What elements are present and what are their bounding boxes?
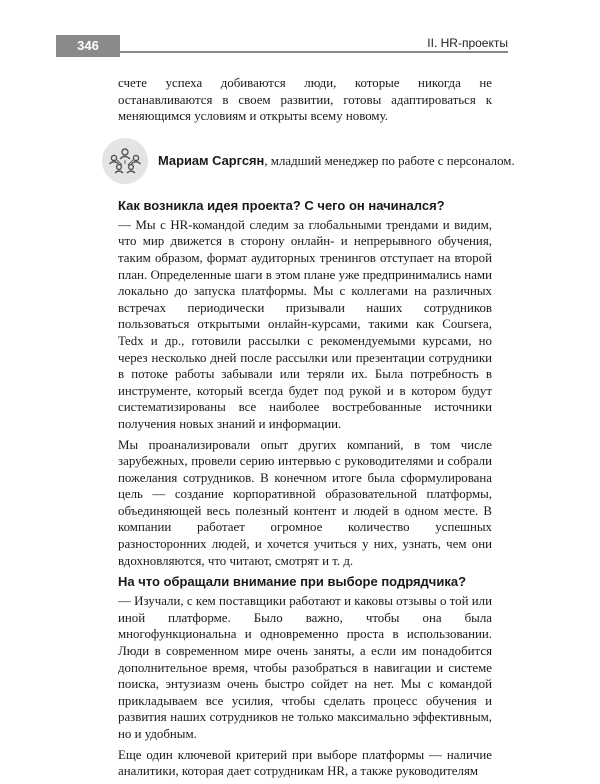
intro-paragraph: счете успеха добиваются люди, которые никогда не останавливаются в своем развитии, готовы адаптироваться к меняющимся условиям и открыты всему новому. (118, 76, 492, 124)
answer-paragraph: — Мы с HR-командой следим за глобальными трендами и видим, что мир движется в сторону онлайн- и непрерывного обучения, таким образом, формат аудиторных тренингов отступает на второй план. Определенные шаги в этом плане уже предпринимались нами локально до запуска платформы. Мы с коллегами на различных встречах периодически призывали наших сотрудников пользоваться открытыми онлайн-курсами, такими как Coursera, Tedx и др., готовили рассылки с рекомендуемыми курсами, но через несколько дней после рассылки или презентации сотрудники в потоке работы забывали или теряли их. Была потребность в инструменте, который всегда будет под рукой и в котором будут систематизированы все наиболее востребованные источники получения новых знаний и информации. (118, 217, 492, 431)
speaker-role: , младший менеджер по работе с персоналом. (264, 153, 515, 168)
answer-paragraph: — Изучали, с кем поставщики работают и каковы отзывы о той или иной платформе. Было важно, чтобы она была многофункциональна и одновременно проста в использовании. Люди в современном мире очень заняты, а если им понадобится дополнительное время, чтобы разобраться в навигации и системе поиска, энтузиазм очень быстро сойдет на нет. Мы с командой прикладываем все усилия, чтобы сделать процесс обучения и развития наших сотрудников не только максимально эффективным, но и удобным. (118, 594, 492, 741)
answer-paragraph: Еще один ключевой критерий при выборе платформы — наличие аналитики, которая дает сотрудникам HR, а также руководителям (118, 747, 492, 779)
page-number: 346 (56, 35, 120, 57)
header-rule (120, 51, 508, 53)
page-header (56, 35, 508, 57)
speaker-caption (158, 153, 515, 170)
section-title: II. HR-проекты (421, 36, 508, 50)
question-heading: На что обращали внимание при выборе подрядчика? (118, 574, 467, 590)
speaker-name: Мариам Саргсян (158, 152, 265, 168)
page-content (118, 75, 515, 784)
question-heading: Как возникла идея проекта? С чего он начинался? (118, 197, 445, 213)
people-network-icon (102, 138, 148, 184)
answer-paragraph: Мы проанализировали опыт других компаний, в том числе зарубежных, провели серию интервью с руководителями и собрали пожелания сотрудников. В конечном итоге была сформулирована цель — создание корпоративной образовательной платформы, объединяющей весь полезный контент и людей в одном месте. В компании работает огромное количество успешных разносторонних людей, и хочется учиться у них, узнать, чем они вдохновляются, что читают, смотрят и т. д. (118, 437, 492, 568)
speaker-block (118, 138, 515, 186)
